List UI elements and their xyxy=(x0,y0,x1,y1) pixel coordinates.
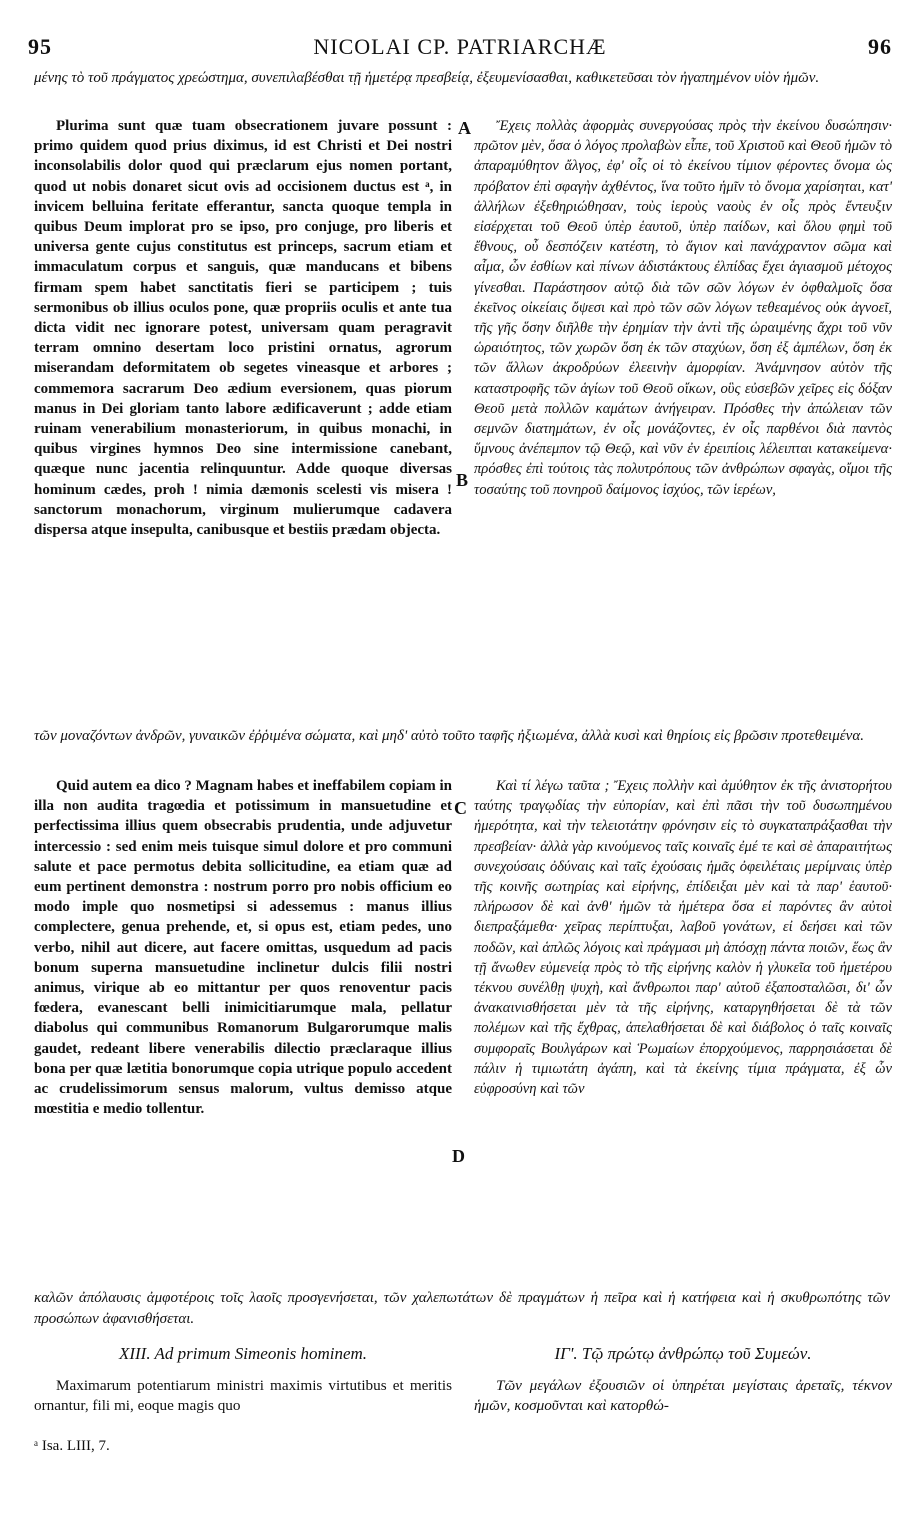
footnote: ᵃ Isa. LIII, 7. xyxy=(34,1438,110,1454)
greek-full-width-2: καλῶν ἀπόλαυσις ἀμφοτέροις τοῖς λαοῖς προσγενήσεται, τῶν χαλεπωτάτων δὲ πραγμάτων ἡ πεῖρα καὶ ἡ κατήφεια καὶ ἡ σκυθρωπότης τῶν προσώπων ἀφανισθήσεται. xyxy=(34,1290,890,1327)
page-number-left: 95 xyxy=(28,34,52,59)
page-number-right: 96 xyxy=(868,34,892,59)
latin-paragraph: Quid autem ea dico ? Magnam habes et ineffabilem copiam in illa non audita tragœdia et potissimum in mansuetudine et perfectissima illius quem obsecrabis prudentia, unde adjuvetur intercessio : sed enim meis tuisque simul dolore et pro communi salute et pace permotus debita sollicitudine, ea etiam quæ ad eum pertinent demonstra : nostrum porro pro nobis officium eo modo imple quo nosmetipsi si adessemus : manus illius complectere, genua prehende, et, si opus est, etiam pedes, uno verbo, nihil aut dicere, aut facere omittas, usquedum ad pacis bonum superna mansuetudine inclinetur dulcis filii nostri animus, virique ab eo mittantur per quos renoventur pacis fœdera, evanescant belli inimicitiarumque mala, pellatur diabolus qui communibus Romanorum Bulgarorumque malis gaudet, redeant libere venerabilis dilectio præclaraque illius bona per quæ lætitia bonorumque copia utrique populo accedent ac crudelissimorum sensus malorum, vultus demisso atque mœstitia e medio tollentur. xyxy=(34,778,452,1118)
greek-paragraph: Τῶν μεγάλων ἐξουσιῶν οἱ ὑπηρέται μεγίσταις ἀρεταῖς, τέκνον ἡμῶν, κοσμοῦνται καὶ κατορθώ- xyxy=(474,1377,892,1415)
greek-column-section-2 xyxy=(474,776,892,1286)
latin-column-section-2 xyxy=(34,776,452,1286)
section-heading-latin: XIII. Ad primum Simeonis hominem. xyxy=(118,1344,368,1363)
latin-column-section-3 xyxy=(34,1376,452,1418)
running-header xyxy=(28,34,892,64)
greek-column-section-3 xyxy=(474,1376,892,1418)
latin-column-section-1 xyxy=(34,116,452,724)
latin-paragraph: Plurima sunt quæ tuam obsecrationem juvare possunt : primo quidem quod prius diximus, id est Christi et Dei nostri inconsolabilis dolor quod qui præclarum ejus nomen portant, quod ut nobis donaret sicut ovis ad occisionem ductus est ᵃ, in invicem belluina feritate efferantur, sancta quoque templa in quibus Deum implorat pro se ipso, pro conjuge, pro liberis et universa gente cujus constitutus est princeps, sacrum etiam et immaculatum corpus et sanguis, quæ manducans et bibens firmam spem habet sanctitatis fieri se participem ; tuis sermonibus ob illius oculos pone, quæ propriis oculis et ante tua dicta vidit nec ignorare potest, universam quam peragravit terram omnino desertam loco pristini ornatus, agrorum miserandam deformitatem ob segetes vineasque et arbores ; commemora sacrarum Deo ædium eversionem, quas piorum manus in Dei gloriam tanto labore ædificaverunt ; adde etiam ruinam venerabilium monasteriorum, in quibus monachi, in quibus virgines hymnos Deo sine intermissione canebant, quæque nunc jacentia relinquuntur. Adde quoque diversas hominum cædes, proh ! nimia dæmonis scelesti vis misera ! sanctorum monachorum, virginum mulierumque cadavera dispersa atque insepulta, canibusque et bestiis prædam objecta. xyxy=(34,118,452,539)
margin-marker-a: A xyxy=(458,118,471,138)
running-title: NICOLAI CP. PATRIARCHÆ xyxy=(313,34,607,59)
section-heading-greek: ΙΓ'. Τῷ πρώτῳ ἀνθρώπῳ τοῦ Συμεών. xyxy=(554,1344,812,1363)
greek-column-section-1 xyxy=(474,116,892,724)
top-greek-continuation: μένης τὸ τοῦ πράγματος χρεώστημα, συνεπιλαβέσθαι τῇ ἡμετέρᾳ πρεσβείᾳ, ἐξευμενίσασθαι, καθικετεῦσαι τὸν ἠγαπημένον υἱὸν ἡμῶν. xyxy=(34,70,820,86)
margin-marker-c: C xyxy=(454,798,467,818)
greek-paragraph: Καὶ τί λέγω ταῦτα ; Ἔχεις πολλὴν καὶ ἀμύθητον ἐκ τῆς ἀνιστορήτου ταύτης τραγῳδίας τὴν εὐπορίαν, καὶ ἐπὶ πᾶσι τὴν τοῦ δυσωπημένου ἡμερότητα, καὶ τὴν τελειοτάτην φρόνησιν εἰς τὸ συγκαταπράξασθαι τὴν πρεσβείαν· ἀλλὰ γὰρ κινούμενος ταῖς κοιναῖς ἐμέ τε καὶ σὲ ἀπαραιτήτως συνεχούσαις ὀδύναις καὶ ταῖς ἐχούσαις ἡμᾶς ὀφειλέταις μερίμναις ὑπὲρ τῆς κοινῆς σωτηρίας καὶ εἰρήνης, ἐπίδειξαι μὲν καὶ τὰ παρ' ἑαυτοῦ· πλήρωσον δὲ καὶ ἀνθ' ἡμῶν τὰ ἡμέτερα ὅσα εἰ παρόντες ἂν αὐτοὶ διεπραξάμεθα· χεῖρας περίπτυξαι, λαβοῦ γονάτων, εἰ δεήσει καὶ τῶν ποδῶν, καὶ ἁπλῶς λόγοις καὶ πράγμασι μὴ ἀπόσχῃ πάντα ποιῶν, ἕως ἂν τῇ ἄνωθεν εὐμενείᾳ πρὸς τὸ τῆς εἰρήνης καλὸν ἡ γλυκεῖα τοῦ ἡμετέρου τέκνου συνέλθῃ ψυχὴ, καὶ ἄνθρωποι παρ' αὐτοῦ ἐξαποσταλῶσι, δι' ὧν ἀνακαινισθήσεται μὲν τὰ τῆς εἰρήνης, καταργηθήσεται δὲ τὰ τῶν πολέμων καὶ τῆς ἔχθρας, ἀπελαθήσεται δὲ καὶ διάβολος ὁ ταῖς κοιναῖς συμφοραῖς Βουλγάρων καὶ Ῥωμαίων ἐπορχούμενος, παρρησιάσεται δὲ πάλιν ἡ τιμιωτάτη ἀγάπη, καὶ τὰ ἐκείνης τίμια πράγματα, ἐξ ὧν εὐφροσύνη καὶ τῶν xyxy=(474,778,892,1098)
margin-marker-d: D xyxy=(452,1146,465,1166)
latin-paragraph: Maximarum potentiarum ministri maximis virtutibus et meritis ornantur, fili mi, eoque magis quo xyxy=(34,1377,452,1415)
greek-paragraph: Ἔχεις πολλὰς ἀφορμὰς συνεργούσας πρὸς τὴν ἐκείνου δυσώπησιν· πρῶτον μὲν, ὅσα ὁ λόγος προλαβὼν εἶπε, τοῦ Χριστοῦ καὶ Θεοῦ ἡμῶν τὸ ἀπαραμύθητον ἄλγος, ἐφ' οἷς οἱ τὸ ἐκείνου τίμιον φέροντες ὄνομα ὡς πρόβατον ἐπὶ σφαγὴν ἀχθέντος, ἵνα τοῦτο ἡμῖν τὸ ὄνομα χαρίσηται, κατ' ἀλλήλων ἐξεθηριώθησαν, τοὺς ἱεροὺς ναοὺς ἐν οἷς πρὸς ἔντευξιν εἰσέρχεται τοῦ Θεοῦ ὑπὲρ ἑαυτοῦ, ὑπὲρ παίδων, καὶ ὅλου φημὶ τοῦ ἔθνους, οὗ δεσπόζειν κατέστη, τὸ ἅγιον καὶ πανάχραντον σῶμα καὶ αἷμα, ὧν ἐσθίων καὶ πίνων ἀδιστάκτους ἐλπίδας ἔχει ἁγιασμοῦ μέτοχος γίνεσθαι. Παράστησον αὐτῷ διὰ τῶν σῶν λόγων ἐν ὀφθαλμοῖς ὅσα ἐκεῖνος οἰκείαις ὄψεσι καὶ πρὸ τῶν σῶν λόγων τεθεαμένος οὐκ ἀγνοεῖ, τῆς γῆς ὅσην διῆλθε τὴν ἐρημίαν τὴν ἀντὶ τῆς ὡραιμένης ἄχρι τοῦ νῦν ὡραιότητος, τῶν χωρῶν ὅση ἐκ τῶν σταχύων, ὅση ἐξ ἀμπέλων, ὅση ἐκ τῶν ἄλλων ἀκροδρύων ἐλεεινὴν ἀμορφίαν. Ἀνάμνησον αὐτὸν τῆς καταστροφῆς τῶν ἁγίων τοῦ Θεοῦ οἴκων, οὓς εὐσεβῶν χεῖρες εἰς δόξαν Θεοῦ μετὰ πολλῶν καμάτων ἀνήγειραν. Πρόσθες τὴν ἀπώλειαν τῶν σεμνῶν διατημάτων, ἐν οἷς μονάζοντες, ἐν οἷς παρθένοι διὰ παντὸς ὕμνους ἀνέπεμπον τῷ Θεῷ, καὶ νῦν ἐν ἐρειπίοις λέλειπται κατακείμενα· πρόσθες ἐπὶ τούτοις τὰς πολυτρόπους τῶν ἀνθρώπων σφαγὰς, οἴμοι τῆς τοσαύτης τοῦ πονηροῦ δαίμονος ἰσχύος, τῶν ἱερέων, xyxy=(474,118,892,498)
greek-full-width-1: τῶν μοναζόντων ἀνδρῶν, γυναικῶν ἐῤῥιμένα σώματα, καὶ μηδ' αὐτὸ τοῦτο ταφῆς ἠξιωμένα, ἀλλὰ κυσὶ καὶ θηρίοις εἰς βρῶσιν προτεθειμένα. xyxy=(34,728,864,744)
margin-marker-b: B xyxy=(456,470,469,490)
